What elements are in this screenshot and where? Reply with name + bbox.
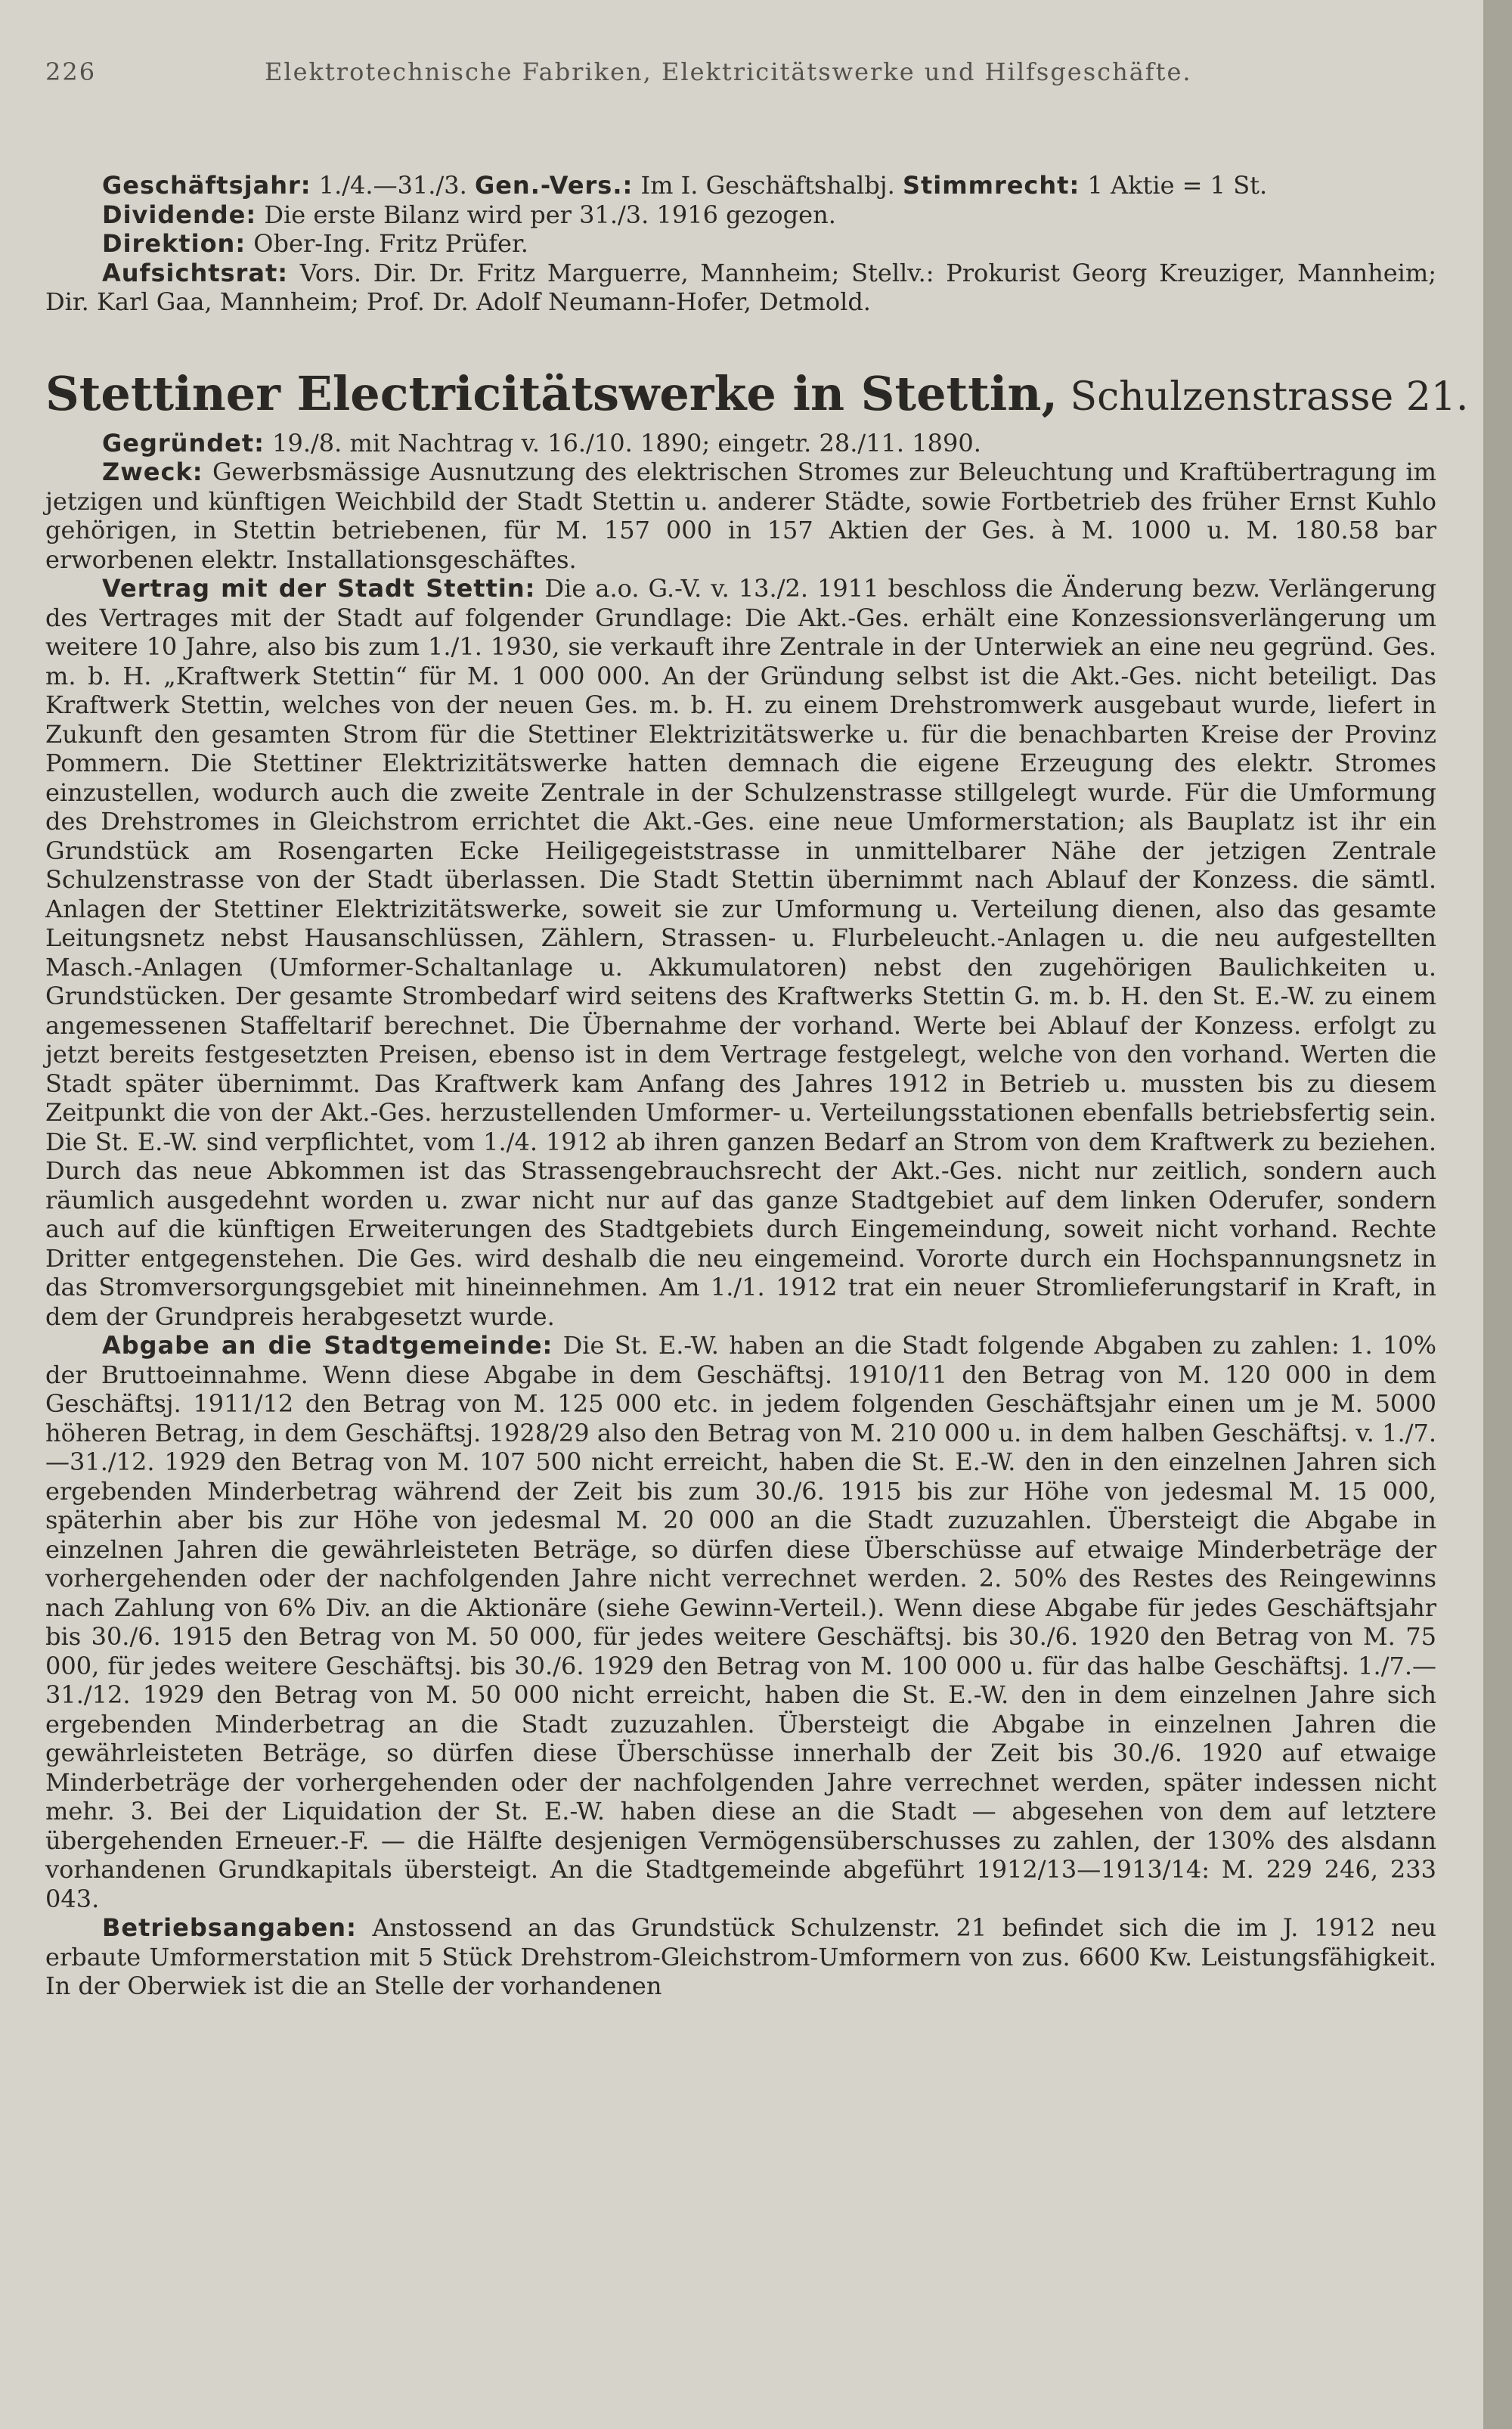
municipal-levy-paragraph: [45, 1331, 1436, 1913]
operations-paragraph: [45, 1913, 1436, 2001]
general-meeting-text: Im I. Geschäftshalbj.: [633, 171, 903, 200]
supervisory-board-text: Vors. Dir. Dr. Fritz Marguerre, Mannheim; Stellv.: Prokurist Georg Kreuziger, Mannheim; Dir. Karl Gaa, Mannheim; Prof. Dr. Adolf Neumann-Hofer, Detmold.: [45, 258, 1436, 316]
management-line: [45, 229, 1436, 259]
purpose-paragraph: [45, 458, 1436, 574]
dividend-label: Dividende:: [102, 200, 257, 229]
purpose-label: Zweck:: [102, 458, 203, 486]
founded-label: Gegründet:: [102, 428, 265, 458]
city-contract-label: Vertrag mit der Stadt Stettin:: [102, 574, 536, 603]
voting-right-label: Stimmrecht:: [902, 171, 1080, 200]
fiscal-year-text: 1./4.—31./3.: [311, 171, 475, 200]
city-contract-text: Die a.o. G.-V. v. 13./2. 1911 beschloss die Änderung bezw. Verlängerung des Vertrages mit der Stadt auf folgender Grundlage: Die Akt.-Ges. erhält eine Konzessionsverlängerung um weitere 10 Jahre, also bis zum 1./1. 1930, sie verkauft ihre Zentrale in der Unterwiek an eine neu gegründ. Ges. m. b. H. „Kraftwerk Stettin“ für M. 1 000 000. An der Gründung selbst ist die Akt.-Ges. nicht beteiligt. Das Kraftwerk Stettin, welches von der neuen Ges. m. b. H. zu einem Drehstromwerk ausgebaut wurde, liefert in Zukunft den gesamten Strom für die Stettiner Elektrizitätswerke u. für die benachbarten Kreise der Provinz Pommern. Die Stettiner Elektrizitätswerke hatten demnach die eigene Erzeugung des elektr. Stromes einzustellen, wodurch auch die zweite Zentrale in der Schulzenstrasse stillgelegt wurde. Für die Umformung des Drehstromes in Gleichstrom errichtet die Akt.-Ges. eine neue Umformerstation; als Bauplatz ist ihr ein Grundstück am Rosengarten Ecke Heiligegeiststrasse in unmittelbarer Nähe der jetzigen Zentrale Schulzenstrasse von der Stadt überlassen. Die Stadt Stettin übernimmt nach Ablauf der Konzess. die sämtl. Anlagen der Stettiner Elektrizitätswerke, soweit sie zur Umformung u. Verteilung dienen, also das gesamte Leitungsnetz nebst Hausanschlüssen, Zählern, Strassen- u. Flurbeleucht.-Anlagen u. die neu aufgestellten Masch.-Anlagen (Umformer-Schaltanlage u. Akkumulatoren) nebst den zugehörigen Baulichkeiten u. Grundstücken. Der gesamte Strombedarf wird seitens des Kraftwerks Stettin G. m. b. H. den St. E.-W. zu einem angemessenen Staffeltarif berechnet. Die Übernahme der vorhand. Werte bei Ablauf der Konzess. erfolgt zu jetzt bereits festgesetzten Preisen, ebenso ist in dem Vertrage festgelegt, welche von den vorhand. Werten die Stadt später übernimmt. Das Kraftwerk kam Anfang des Jahres 1912 in Betrieb u. mussten bis zu diesem Zeitpunkt die von der Akt.-Ges. herzustellenden Umformer- u. Verteilungsstationen ebenfalls betriebsfertig sein. Die St. E.-W. sind verpflichtet, vom 1./4. 1912 ab ihren ganzen Bedarf an Strom von dem Kraftwerk zu beziehen. Durch das neue Abkommen ist das Strassengebrauchsrecht der Akt.-Ges. nicht nur zeitlich, sondern auch räumlich ausgedehnt worden u. zwar nicht nur auf das ganze Stadtgebiet auf dem linken Oderufer, sondern auch auf die künftigen Erweiterungen des Stadtgebiets durch Eingemeindung, soweit nicht vorhand. Rechte Dritter entgegenstehen. Die Ges. wird deshalb die neu eingemeind. Vororte durch ein Hochspannungsnetz in das Stromversorgungsgebiet mit hineinnehmen. Am 1./1. 1912 trat ein neuer Stromlieferungstarif in Kraft, in dem der Grundpreis herabgesetzt wurde.: [45, 574, 1437, 1331]
fiscal-year-line: [45, 171, 1436, 200]
purpose-text: Gewerbsmässige Ausnutzung des elektrischen Stromes zur Beleuchtung und Kraftübertragung im jetzigen und künftigen Weichbild der Stadt Stettin u. anderer Städte, sowie Fortbetrieb des früher Ernst Kuhlo gehörigen, in Stettin betriebenen, für M. 157 000 in 157 Aktien der Ges. à M. 1000 u. M. 180.58 bar erworbenen elektr. Installationsgeschäftes.: [45, 458, 1436, 574]
operations-text: Anstossend an das Grundstück Schulzenstr. 21 befindet sich die im J. 1912 neu erbaute Umformerstation mit 5 Stück Drehstrom-Gleichstrom-Umformern von zus. 6600 Kw. Leistungsfähigkeit. In der Oberwiek ist die an Stelle der vorhandenen: [45, 1913, 1436, 2000]
general-meeting-label: Gen.-Vers.:: [474, 171, 634, 200]
municipal-levy-label: Abgabe an die Stadtgemeinde:: [102, 1331, 553, 1360]
running-header: [45, 38, 1436, 106]
page-edge: [1483, 0, 1512, 2429]
municipal-levy-text: Die St. E.-W. haben an die Stadt folgende Abgaben zu zahlen: 1. 10% der Bruttoeinnahme. Wenn diese Abgabe in dem Geschäftsj. 1910/11 den Betrag von M. 120 000 in dem Geschäftsj. 1911/12 den Betrag von M. 125 000 etc. in jedem folgenden Geschäftsjahr einen um je M. 5000 höheren Betrag, in dem Geschäftsj. 1928/29 also den Betrag von M. 210 000 u. in dem halben Geschäftsj. v. 1./7.—31./12. 1929 den Betrag von M. 107 500 nicht erreicht, haben die St. E.-W. den in den einzelnen Jahren sich ergebenden Minderbetrag während der Zeit bis zum 30./6. 1915 bis zur Höhe von jedesmal M. 15 000, späterhin aber bis zur Höhe von jedesmal M. 20 000 an die Stadt zuzuzahlen. Übersteigt die Abgabe in einzelnen Jahren die gewährleisteten Beträge, so dürfen diese Überschüsse auf etwaige Minderbeträge der vorhergehenden oder der nachfolgenden Jahre nicht verrechnet werden. 2. 50% des Restes des Reingewinns nach Zahlung von 6% Div. an die Aktionäre (siehe Gewinn-Verteil.). Wenn diese Abgabe für jedes Geschäftsjahr bis 30./6. 1915 den Betrag von M. 50 000, für jedes weitere Geschäftsj. bis 30./6. 1920 den Betrag von M. 75 000, für jedes weitere Geschäftsj. bis 30./6. 1929 den Betrag von M. 100 000 u. für das halbe Geschäftsj. 1./7.—31./12. 1929 den Betrag von M. 50 000 nicht erreicht, haben die St. E.-W. den in dem einzelnen Jahre sich ergebenden Minderbetrag an die Stadt zuzuzahlen. Übersteigt die Abgabe in einzelnen Jahren die gewährleisteten Beträge, so dürfen diese Überschüsse innerhalb der Zeit bis 30./6. 1920 auf etwaige Minderbeträge der vorhergehenden oder der nachfolgenden Jahre verrechnet werden, später indessen nicht mehr. 3. Bei der Liquidation der St. E.-W. haben diese an die Stadt — abgesehen von dem auf letztere übergehenden Erneuer.-F. — die Hälfte desjenigen Vermögensüberschusses zu zahlen, der 130% des alsdann vorhandenen Grundkapitals übersteigt. An die Stadtgemeinde abgeführt 1912/13—1913/14: M. 229 246, 233 043.: [45, 1331, 1437, 1913]
page-content: [45, 38, 1469, 2001]
company-address: Schulzenstrasse 21.: [1058, 374, 1469, 420]
page-number: 226: [45, 57, 97, 86]
supervisory-board-label: Aufsichtsrat:: [102, 258, 289, 287]
company-name: Stettiner Electricitätswerke in Stettin,: [45, 365, 1058, 421]
running-title: Elektrotechnische Fabriken, Elektricitätswerke und Hilfsgeschäfte.: [265, 57, 1192, 86]
company-heading: [45, 365, 1469, 426]
city-contract-paragraph: [45, 574, 1436, 1331]
voting-right-text: 1 Aktie = 1 St.: [1080, 171, 1268, 200]
management-text: Ober-Ing. Fritz Prüfer.: [246, 229, 528, 258]
management-label: Direktion:: [102, 229, 246, 258]
dividend-line: [45, 200, 1436, 230]
founded-text: 19./8. mit Nachtrag v. 16./10. 1890; eingetr. 28./11. 1890.: [264, 428, 981, 458]
dividend-text: Die erste Bilanz wird per 31./3. 1916 gezogen.: [256, 200, 836, 229]
operations-label: Betriebsangaben:: [102, 1913, 357, 1942]
supervisory-board-paragraph: [45, 259, 1436, 317]
previous-company-entry: [45, 171, 1436, 317]
fiscal-year-label: Geschäftsjahr:: [102, 171, 311, 200]
founded-line: [45, 429, 1436, 458]
